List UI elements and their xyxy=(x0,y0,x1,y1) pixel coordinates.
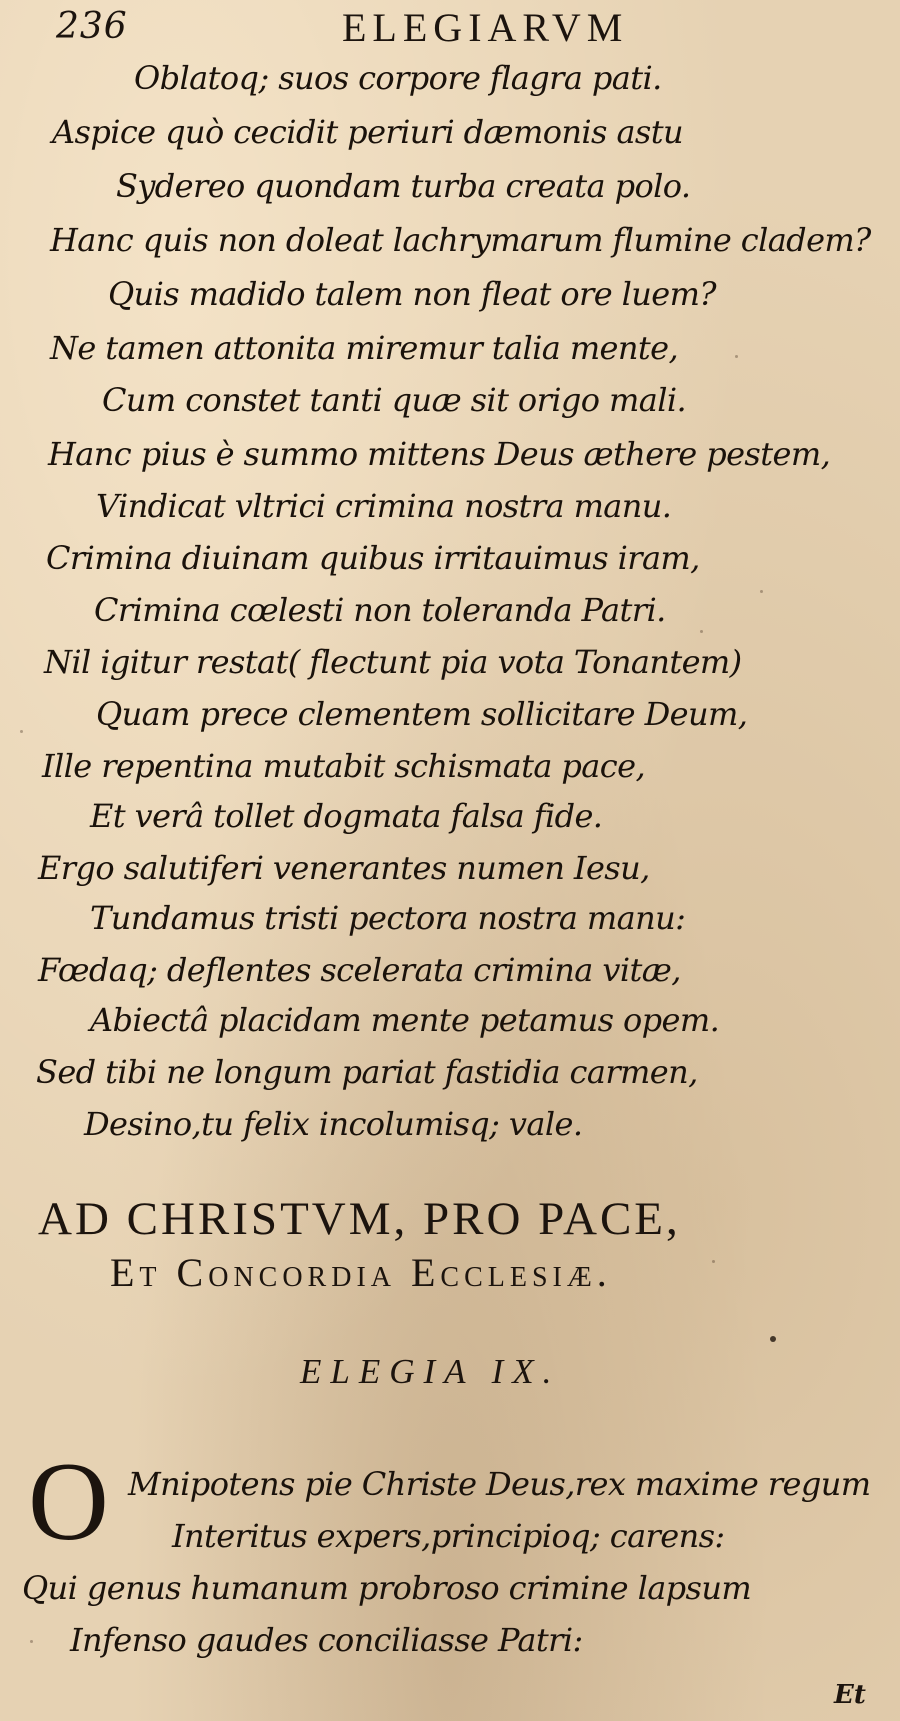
verse-line: Infenso gaudes conciliasse Patri: xyxy=(70,1621,583,1659)
verse-line: Et verâ tollet dogmata falsa fide. xyxy=(90,797,603,835)
paper-speck xyxy=(30,1640,33,1643)
verse-line: Vindicat vltrici crimina nostra manu. xyxy=(96,487,672,525)
verse-line: Quam prece clementem sollicitare Deum, xyxy=(96,695,748,733)
verse-line: Mnipotens pie Christe Deus,rex maxime regum xyxy=(128,1465,871,1503)
page-number: 236 xyxy=(56,6,128,47)
verse-line: Tundamus tristi pectora nostra manu: xyxy=(90,899,686,937)
verse-line: Oblatoq; suos corpore flagra pati. xyxy=(134,59,662,97)
section-title-line-2: Et Concordia Ecclesiæ. xyxy=(110,1250,612,1295)
paper-speck xyxy=(700,630,703,633)
verse-line: Ille repentina mutabit schismata pace, xyxy=(42,747,646,785)
paper-speck xyxy=(20,730,23,733)
page-header xyxy=(0,4,900,48)
verse-line: Nil igitur restat( flectunt pia vota Tonantem) xyxy=(44,643,742,681)
verse-line: Ergo salutiferi venerantes numen Iesu, xyxy=(38,849,650,887)
verse-line: Crimina cœlesti non toleranda Patri. xyxy=(94,591,666,629)
verse-line: Hanc quis non doleat lachrymarum flumine cladem? xyxy=(50,221,871,259)
verse-line: Desino,tu felix incolumisq; vale. xyxy=(84,1105,583,1143)
verse-line: Sed tibi ne longum pariat fastidia carmen, xyxy=(36,1053,698,1091)
verse-line: Aspice quò cecidit periuri dæmonis astu xyxy=(52,113,684,151)
paper-speck xyxy=(712,1260,715,1263)
running-head: ELEGIARVM xyxy=(342,5,629,50)
verse-line: Ne tamen attonita miremur talia mente, xyxy=(50,329,679,367)
verse-line: Quis madido talem non fleat ore luem? xyxy=(108,275,716,313)
verse-line: Sydereo quondam turba creata polo. xyxy=(116,167,691,205)
verse-line: Qui genus humanum probroso crimine lapsum xyxy=(22,1569,752,1607)
verse-line: Crimina diuinam quibus irritauimus iram, xyxy=(46,539,700,577)
paper-speck xyxy=(760,590,763,593)
verse-line: Abiectâ placidam mente petamus opem. xyxy=(90,1001,720,1039)
verse-line: Interitus expers,principioq; carens: xyxy=(172,1517,725,1555)
ink-spot xyxy=(770,1336,776,1342)
drop-cap-initial: O xyxy=(28,1440,109,1564)
paper-speck xyxy=(735,355,738,358)
section-title-line-1: AD CHRISTVM, PRO PACE, xyxy=(38,1193,681,1245)
verse-line: Cum constet tanti quæ sit origo mali. xyxy=(102,381,687,419)
verse-line: Hanc pius è summo mittens Deus æthere pestem, xyxy=(48,435,831,473)
elegy-number: ELEGIA IX. xyxy=(300,1352,561,1391)
verse-line: Fœdaq; deflentes scelerata crimina vitæ, xyxy=(38,951,681,989)
catchword: Et xyxy=(834,1680,866,1710)
